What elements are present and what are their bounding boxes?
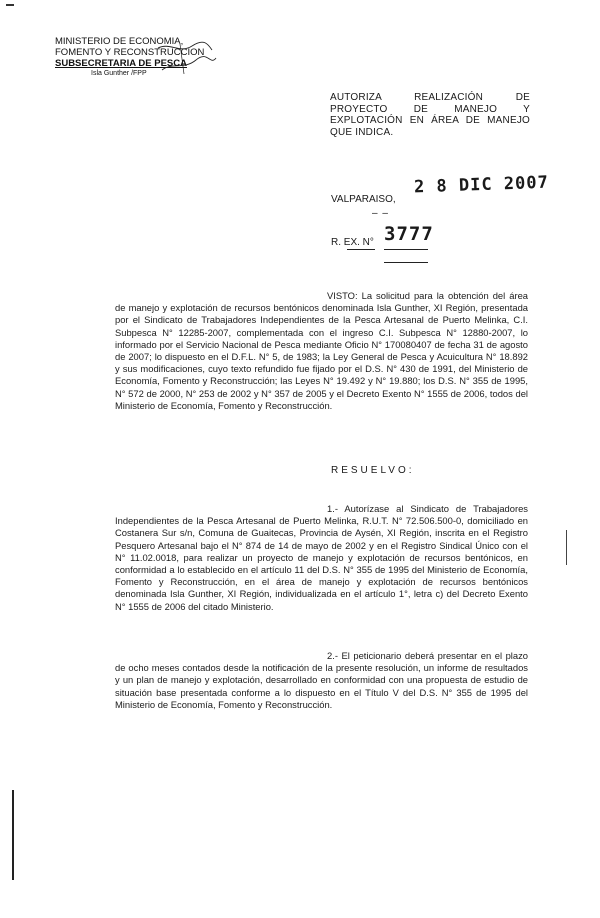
place-label: VALPARAISO,: [331, 194, 396, 205]
signature-scribble: [150, 40, 220, 80]
margin-tick: [566, 530, 567, 565]
resolution-number: 3777: [384, 223, 434, 245]
document-reference: Isla Gunther /FPP: [91, 70, 147, 77]
resolution-item-2: [115, 650, 528, 711]
underline: [347, 249, 375, 250]
item-text: Autorízase al Sindicato de Trabajadores Independientes de la Pesca Artesanal de Puerto Melinka, R.U.T. N° 72.506.500-0, domiciliado en Costanera Sur s/n, Comuna de Guaitecas, Provincia de Aysén, XI Región, inscrita en el Registro Pesquero Artesanal bajo el N° 874 de 14 de mayo de 2002 y en el Registro Sindical Único con el N° 11.02.0018, para realizar un proyecto de manejo y explotación de recursos bentónicos, en conformidad a lo establecido en el artículo 11 del D.S. N° 355 de 1995 del Ministerio de Economía, Fomento y Reconstrucción, en el área de manejo y explotación de recursos bentónicos denominada Isla Gunther, XI Región, individualizada en el artículo 1°, letra c) del Decreto Exento N° 1555 de 2006 del citado Ministerio.: [115, 503, 528, 612]
resuelvo-heading: RESUELVO:: [331, 465, 415, 476]
subsecretaria-line: SUBSECRETARIA DE PESCA: [55, 58, 187, 69]
visto-paragraph: [115, 290, 528, 412]
item-number: 1.-: [327, 503, 338, 514]
dash-mark: – –: [372, 208, 389, 219]
ministry-line-2: FOMENTO Y RECONSTRUCCION: [55, 47, 205, 58]
binding-margin-line: [12, 790, 14, 880]
underline: [384, 262, 428, 263]
underline: [384, 249, 428, 250]
item-text: El peticionario deberá presentar en el plazo de ocho meses contados desde la notificación de la presente resolución, un informe de resultados y un plan de manejo y explotación, desarrollado en conformidad con una propuesta de estudio de situación base presentada conforme a lo dispuesto en el Título V del D.S. N° 355 de 1995 del Ministerio de Economía, Fomento y Reconstrucción.: [115, 650, 528, 710]
resolution-item-1: [115, 503, 528, 613]
resolution-label: R. EX. N°: [331, 237, 374, 248]
ministry-line: MINISTERIO DE ECONOMIA,: [55, 36, 184, 47]
document-title: AUTORIZA REALIZACIÓN DE PROYECTO DE MANEJO Y EXPLOTACIÓN EN ÁREA DE MANEJO QUE INDICA.: [330, 92, 530, 138]
item-number: 2.-: [327, 650, 338, 661]
visto-label: VISTO:: [327, 290, 358, 301]
date-stamp: 2 8 DIC 2007: [413, 172, 550, 198]
scan-corner-mark: [6, 4, 14, 6]
visto-text: La solicitud para la obtención del área de manejo y explotación de recursos bentónicos denominada Isla Gunther, XI Región, presentada por el Sindicato de Trabajadores Independientes de la Pesca Artesanal de Puerto Melinka, C.I. Subpesca N° 12285-2007, complementada con el ingreso C.I. Subpesca N° 12880-2007, lo informado por el Servicio Nacional de Pesca mediante Oficio N° 170080407 de fecha 31 de agosto de 2007; lo dispuesto en el D.F.L. N° 5, de 1983; la Ley General de Pesca y Acuicultura N° 18.892 y sus modificaciones, cuyo texto refundido fue fijado por el D.S. N° 430 de 1991, del Ministerio de Economía, Fomento y Reconstrucción; las Leyes N° 19.492 y N° 19.880; los D.S. N° 355 de 1995, N° 572 de 2000, N° 253 de 2002 y N° 357 de 2005 y el Decreto Exento N° 1555 de 2006, todos del Ministerio de Economía, Fomento y Reconstrucción.: [115, 290, 529, 411]
